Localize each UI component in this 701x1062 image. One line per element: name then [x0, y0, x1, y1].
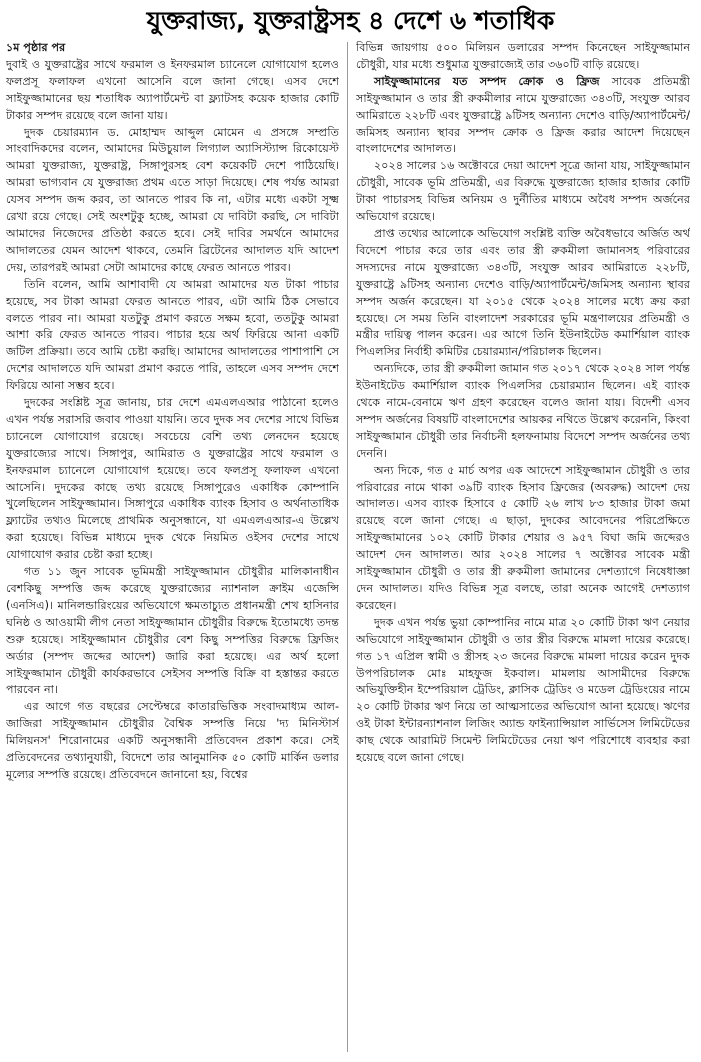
body-paragraph: দুদক চেয়ারম্যান ড. মোহাম্মদ আব্দুল মোমেন এ প্রসঙ্গে সম্প্রতি সাংবাদিকদের বলেন, আমাদের মিউচুয়াল লিগ্যাল অ্যাসিস্ট্যান্স রিকোয়েস্ট আমরা যুক্তরাজ্য, যুক্তরাষ্ট্র, সিঙ্গাপুরসহ বেশ কয়েকটি দেশে পাঠিয়েছি। আমরা ভাগ্যবান যে যুক্তরাজ্য প্রথম এতে সাড়া দিয়েছে। শেষ পর্যন্ত আমরা যেসব সম্পদ জব্দ করব, তা আনতে পারব কি না, এটার মধ্যে একটা সূক্ষ্ম রেখা রয়ে গেছে। সেই অংশটুকু হচ্ছে, আমরা যে দাবিটা করছি, সে দাবিটা আমাদের নিজেদের প্রতিষ্ঠা করতে হবে। সেই দাবির সমর্থনে আমাদের আদালতের যেমন আদেশ থাকবে, তেমনি ব্রিটেনের আদালত যদি আদেশ দেয়, তারপরই আমরা সেটা আমাদের কাছে ফেরত আনতে পারব।	[6, 125, 339, 274]
subhead: সাইফুজ্জামানের যত সম্পদ ক্রোক ও ফ্রিজ	[374, 74, 600, 88]
body-paragraph: অন্য দিকে, গত ৫ মার্চ অপর এক আদেশে সাইফুজ্জামান চৌধুরী ও তার পরিবারের নামে থাকা ৩৯টি ব্যাংক হিসাব ফ্রিজের (অবরুদ্ধ) আদেশ দেয় আদালত। এসব ব্যাংক হিসাবে ৫ কোটি ২৬ লাখ ৮৩ হাজার টাকা জমা রয়েছে বলে জানা গেছে। এ ছাড়া, দুদকের আবেদনের পরিপ্রেক্ষিতে সাইফুজ্জামানের ১০২ কোটি টাকার শেয়ার ও ৯৫৭ বিঘা জমি জব্দেরও আদেশ দেন আদালত। আর ২০২৪ সালের ৭ অক্টোবর সাবেক মন্ত্রী সাইফুজ্জামান চৌধুরী ও তার স্ত্রী রুকমীলা জামানের দেশত্যাগে নিষেধাজ্ঞা দেন আদালত। যদিও বিভিন্ন সূত্র বলছে, তারা অনেক আগেই দেশত্যাগ করেছেন।	[356, 463, 690, 612]
body-paragraph: দুদকের সংশ্লিষ্ট সূত্র জানায়, চার দেশে এমএলএআর পাঠানো হলেও এখন পর্যন্ত সরাসরি জবাব পাওয়া যায়নি। তবে দুদক সব দেশের সাথে বিভিন্ন চ্যানেলে যোগাযোগ রয়েছে। সবচেয়ে বেশি তথ্য লেনদেন হয়েছে যুক্তরাজ্যের সাথে। সিঙ্গাপুর, আমিরাত ও যুক্তরাষ্ট্রের সাথে ফরমাল ও ইনফরমাল চ্যানেলে যোগাযোগ হয়েছে। তবে ফলপ্রসূ ফলাফল এখনো আসেনি। দুদকের কাছে তথ্য রয়েছে সিঙ্গাপুরেও একাধিক কোম্পানি খুলেছিলেন সাইফুজ্জামান। সিঙ্গাপুরে একাধিক ব্যাংক হিসাব ও অর্থনাতাধিক ফ্ল্যাটের তথ্যও মিলেছে প্রাথমিক অনুসন্ধানে, যা এমএলএআর-এ উল্লেখ করা হয়েছে। বিভিন্ন মাধ্যমে দুদক থেকে নিয়মিত ওইসব দেশের সাথে যোগাযোগ করার চেষ্টা করা হচ্ছে।	[6, 396, 339, 562]
body-paragraph: বিভিন্ন জায়গায় ৫০০ মিলিয়ন ডলারের সম্পদ কিনেছেন সাইফুজ্জামান চৌধুরী, যার মধ্যে শুধুমাত্র যুক্তরাজ্যেই তার ৩৬০টি বাড়ি রয়েছে।	[356, 41, 690, 71]
column-divider	[347, 42, 348, 1052]
left-column	[6, 40, 339, 1054]
headline: যুক্তরাজ্য, যুক্তরাষ্ট্রসহ ৪ দেশে ৬ শতাধিক	[146, 5, 555, 35]
body-paragraph: তিনি বলেন, আমি আশাবাদী যে আমরা আমাদের যত টাকা পাচার হয়েছে, সব টাকা আমরা ফেরত আনতে পারব, এটা আমি ঠিক সেভাবে বলতে পারব না। আমরা যতটুকু প্রমাণ করতে সক্ষম হবো, ততটুকু আমরা আশা করি ফেরত আনতে পারব। পাচার হয়ে অর্থ ফিরিয়ে আনা একটি জটিল প্রক্রিয়া। তবে আমি চেষ্টা করছি। আমাদের আদালতের পাশাপাশি সে দেশের আদালতে যদি আমরা প্রমাণ করতে পারি, তাহলে এসব সম্পদ দেশে ফিরিয়ে আনা সম্ভব হবে।	[6, 277, 339, 393]
right-column	[356, 40, 690, 1054]
subhead-paragraph	[356, 74, 690, 159]
body-paragraph: ২০২৪ সালের ১৬ অক্টোবরে দেয়া আদেশ সূত্রে জানা যায়, সাইফুজ্জামান চৌধুরী, সাবেক ভূমি প্রতিমন্ত্রী, এর বিরুদ্ধে যুক্তরাজ্যে হাজার হাজার কোটি টাকা পাচারসহ বিভিন্ন অনিয়ম ও দুর্নীতির মাধ্যমে অবৈধ সম্পদ অর্জনের অভিযোগ রয়েছে।	[356, 159, 690, 224]
jump-label: ১ম পৃষ্ঠার পর	[6, 41, 66, 54]
body-paragraph: এর আগে গত বছরের সেপ্টেম্বরে কাতারভিত্তিক সংবাদমাধ্যম আল-জাজিরা সাইফুজ্জামান চৌধুরীর বৈশ্বিক সম্পত্তি নিয়ে 'দ্য মিনিস্টার্স মিলিয়নস' শিরোনামের একটি অনুসন্ধানী প্রতিবেদন প্রকাশ করে। সেই প্রতিবেদনের তথ্যানুযায়ী, বিদেশে তার আনুমানিক ৫০ কোটি মার্কিন ডলার মূল্যের সম্পত্তি রয়েছে। প্রতিবেদনে জানানো হয়, বিশ্বের	[6, 700, 339, 781]
body-paragraph: দুবাই ও যুক্তরাষ্ট্রের সাথে ফরমাল ও ইনফরমাল চ্যানেলে যোগাযোগ হলেও ফলপ্রসূ ফলাফল এখনো আসেনি বলে জানা গেছে। এসব দেশে সাইফুজ্জামানের ছয় শতাধিক অ্যাপার্টমেন্ট বা ফ্ল্যাটসহ কয়েক হাজার কোটি টাকার সম্পদ রয়েছে বলে জানা যায়।	[6, 57, 339, 122]
body-paragraph: প্রাপ্ত তথ্যের আলোকে অভিযোগ সংশ্লিষ্ট ব্যক্তি অবৈধভাবে অর্জিত অর্থ বিদেশে পাচার করে তার এবং তার স্ত্রী রুকমীলা জামানসহ পরিবারের সদস্যদের নামে যুক্তরাজ্যে ৩৪৩টি, সংযুক্ত আরব আমিরাতে ২২৮টি, যুক্তরাষ্ট্রে ৯টিসহ অন্যান্য দেশেও বাড়ি/অ্যাপার্টমেন্ট/জমিসহ অন্যান্য স্থাবর সম্পদ অর্জন করেছেন। যা ২০১৫ থেকে ২০২৪ সালের মধ্যে ক্রয় করা হয়েছে। সে সময় তিনি বাংলাদেশ সরকারের ভূমি মন্ত্রণালয়ের প্রতিমন্ত্রী ও মন্ত্রীর দায়িত্ব পালন করেন। এর আগে তিনি ইউনাইটেড কমার্শিয়াল ব্যাংক পিএলসির নির্বাহী কমিটির চেয়ারম্যান/পরিচালক ছিলেন।	[356, 226, 690, 359]
subhead-text: সাবেক প্রতিমন্ত্রী সাইফুজ্জামান ও তার স্ত্রী রুকমীলার নামে যুক্তরাজ্যে ৩৪৩টি, সংযুক্ত আরব আমিরাতে ২২৮টি এবং যুক্তরাষ্ট্রে ৯টিসহ অন্যান্য দেশেও বাড়ি/অ্যাপার্টমেন্ট/ জমিসহ অন্যান্য স্থাবর সম্পদ ক্রোক ও ফ্রিজ করার আদেশ দিয়েছেন বাংলাদেশের আদালত।	[356, 74, 690, 156]
body-paragraph: গত ১১ জুন সাবেক ভূমিমন্ত্রী সাইফুজ্জামান চৌধুরীর মালিকানাধীন বেশকিছু সম্পত্তি জব্দ করেছে যুক্তরাজ্যের ন্যাশনাল ক্রাইম এজেন্সি (এনসিএ)। মানিলন্ডারিংয়ের অভিযোগে ক্ষমতাচ্যুত প্রধানমন্ত্রী শেখ হাসিনার ঘনিষ্ঠ ও আওয়ামী লীগ নেতা সাইফুজ্জামান চৌধুরীর বিরুদ্ধে ইতোমধ্যে তদন্ত শুরু হয়েছে। সাইফুজ্জামান চৌধুরীর বেশ কিছু সম্পত্তির বিরুদ্ধে ফ্রিজিং অর্ডার (সম্পদ জব্দের আদেশ) জারি করা হয়েছে। এর অর্থ হলো সাইফুজ্জামান চৌধুরী কার্যকরভাবে সেইসব সম্পত্তি বিক্রি বা হস্তান্তর করতে পারবেন না।	[6, 565, 339, 697]
jump-label-paragraph	[6, 40, 339, 57]
body-paragraph: অন্যদিকে, তার স্ত্রী রুকমীলা জামান গত ২০১৭ থেকে ২০২৪ সাল পর্যন্ত ইউনাইটেড কমার্শিয়াল ব্যাংক পিএলসির চেয়ারম্যান ছিলেন। এই ব্যাংক থেকে নামে-বেনামে ঋণ গ্রহণ করেছেন বলেও জানা যায়। বিদেশী এসব সম্পদ অর্জনের বিষয়টি বাংলাদেশের আয়কর নথিতে উল্লেখ করেননি, কিংবা সাইফুজ্জামান চৌধুরী তার নির্বাচনী হলফনামায় বিদেশে সম্পদ অর্জনের তথ্য দেননি।	[356, 362, 690, 460]
body-paragraph: দুদক এখন পর্যন্ত ভুয়া কোম্পানির নামে মাত্র ২০ কোটি টাকা ঋণ নেয়ার অভিযোগে সাইফুজ্জামান চৌধুরী ও তার স্ত্রীর বিরুদ্ধে মামলা দায়ের করেছে। গত ১৭ এপ্রিল স্বামী ও স্ত্রীসহ ২৩ জনের বিরুদ্ধে মামলা দায়ের করেন দুদক উপপরিচালক মোঃ মাহফুজ ইকবাল। মামলায় আসামীদের বিরুদ্ধে অভিযুক্তিহীন ইম্পেরিয়াল ট্রেডিং, ক্লাসিক ট্রেডিং ও মডেল ট্রেডিংয়ের নামে ২০ কোটি টাকার ঋণ নিয়ে তা আত্মসাতের অভিযোগ আনা হয়েছে। ঋণের ওই টাকা ইন্টারন্যাশনাল লিজিং অ্যান্ড ফাইন্যান্সিয়াল সার্ভিসেস লিমিটেডের কাছ থেকে আরামিট সিমেন্ট লিমিটেডের নেয়া ঋণ পরিশোধে ব্যবহার করা হয়েছে বলে জানা গেছে।	[356, 615, 690, 765]
